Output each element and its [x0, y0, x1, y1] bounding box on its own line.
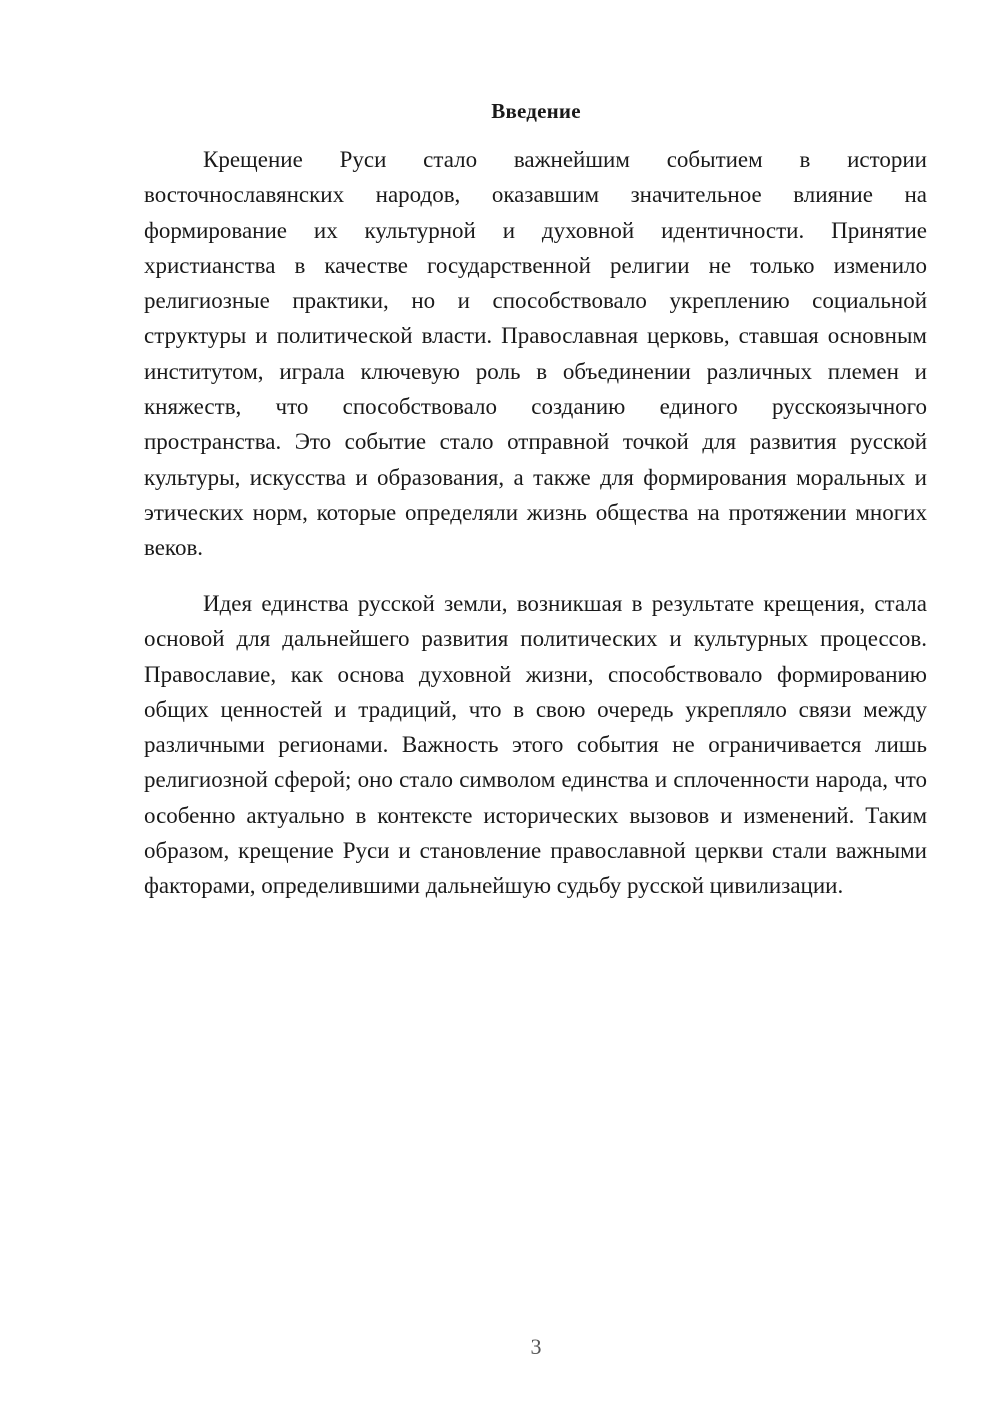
- body-paragraph-2: Идея единства русской земли, возникшая в результате крещения, стала основой для дальнейшего развития политических и культурных процессов. Православие, как основа духовной жизни, способствовало формированию общих ценностей и традиций, что в свою очередь укрепляло связи между различными регионами. Важность этого события не ограничивается лишь религиозной сферой; оно стало символом единства и сплоченности народа, что особенно актуально в контексте исторических вызовов и изменений. Таким образом, крещение Руси и становление православной церкви стали важными факторами, определившими дальнейшую судьбу русской цивилизации.: [144, 591, 927, 899]
- body-paragraph-1: Крещение Руси стало важнейшим событием в истории восточнославянских народов, оказавшим значительное влияние на формирование их культурной и духовной идентичности. Принятие христианства в качестве государственной религии не только изменило религиозные практики, но и способствовало укреплению социальной структуры и политической власти. Православная церковь, ставшая основным институтом, играла ключевую роль в объединении различных племен и княжеств, что способствовало созданию единого русскоязычного пространства. Это событие стало отправной точкой для развития русской культуры, искусства и образования, а также для формирования моральных и этических норм, которые определяли жизнь общества на протяжении многих веков.: [144, 147, 927, 561]
- page-number: 3: [530, 1334, 542, 1359]
- section-heading: Введение: [491, 99, 581, 123]
